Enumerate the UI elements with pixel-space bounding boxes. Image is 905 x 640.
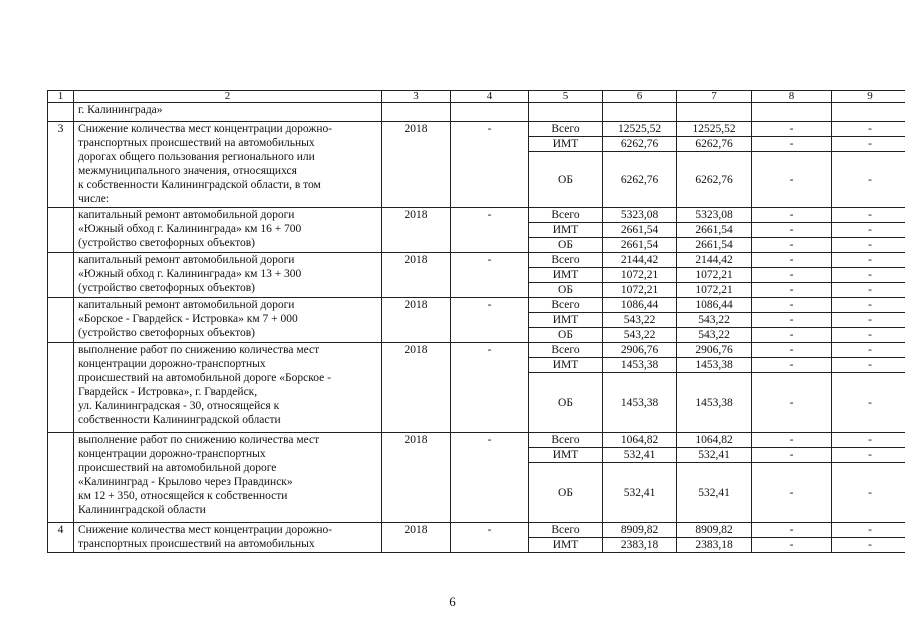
funding-source: ИМТ [529, 448, 603, 463]
table-row [48, 253, 905, 268]
funding-source: ИМТ [529, 313, 603, 328]
amount-col-9: - [832, 137, 905, 152]
amount-col-9: - [832, 283, 905, 298]
amount-col-9: - [832, 298, 905, 313]
amount-col-9: - [832, 538, 905, 553]
header-cell-6: 6 [603, 91, 677, 103]
amount-col-6: 12525,52 [603, 122, 677, 137]
amount-col-8: - [752, 448, 832, 463]
amount-col-7: 1064,82 [677, 433, 752, 448]
carry-empty-cell [603, 103, 677, 122]
funding-source: ИМТ [529, 137, 603, 152]
amount-col-7: 532,41 [677, 448, 752, 463]
amount-col-8: - [752, 283, 832, 298]
item-description: Снижение количества мест концентрации дорожно- транспортных происшествий на автомобильных дорогах общего пользования регионального или межмуниципального значения, относящихся к собственности Калининградской области, в том числе: [74, 122, 382, 208]
amount-col-6: 1064,82 [603, 433, 677, 448]
amount-col-7: 2144,42 [677, 253, 752, 268]
amount-col-7: 5323,08 [677, 208, 752, 223]
amount-col-8: - [752, 253, 832, 268]
carry-empty-cell [382, 103, 451, 122]
item-year: 2018 [382, 253, 451, 298]
amount-col-8: - [752, 122, 832, 137]
item-number [48, 253, 74, 298]
item-dash: - [451, 122, 529, 208]
amount-col-9: - [832, 373, 905, 433]
amount-col-9: - [832, 463, 905, 523]
item-description: Снижение количества мест концентрации дорожно- транспортных происшествий на автомобильных [74, 523, 382, 553]
item-description: капитальный ремонт автомобильной дороги «Южный обход г. Калининграда» км 16 + 700 (устройство светофорных объектов) [74, 208, 382, 253]
amount-col-7: 2661,54 [677, 238, 752, 253]
header-cell-4: 4 [451, 91, 529, 103]
amount-col-7: 2383,18 [677, 538, 752, 553]
amount-col-7: 8909,82 [677, 523, 752, 538]
amount-col-8: - [752, 137, 832, 152]
amount-col-9: - [832, 152, 905, 208]
item-dash: - [451, 298, 529, 343]
table-row [48, 208, 905, 223]
amount-col-9: - [832, 208, 905, 223]
item-dash: - [451, 523, 529, 553]
table-row [48, 298, 905, 313]
header-cell-8: 8 [752, 91, 832, 103]
item-number [48, 208, 74, 253]
amount-col-8: - [752, 328, 832, 343]
funding-source: ИМТ [529, 358, 603, 373]
header-cell-3: 3 [382, 91, 451, 103]
item-description: выполнение работ по снижению количества мест концентрации дорожно-транспортных происшествий на автомобильной дороге «Калининград - Крылово через Правдинск» км 12 + 350, относящейся к собственности Калининградской области [74, 433, 382, 523]
amount-col-9: - [832, 238, 905, 253]
item-number [48, 298, 74, 343]
amount-col-8: - [752, 358, 832, 373]
amount-col-9: - [832, 433, 905, 448]
amount-col-6: 6262,76 [603, 152, 677, 208]
header-cell-9: 9 [832, 91, 905, 103]
header-row [48, 91, 905, 103]
amount-col-7: 12525,52 [677, 122, 752, 137]
carry-empty-cell [832, 103, 905, 122]
item-number: 4 [48, 523, 74, 553]
amount-col-9: - [832, 313, 905, 328]
amount-col-7: 2661,54 [677, 223, 752, 238]
amount-col-6: 2383,18 [603, 538, 677, 553]
amount-col-8: - [752, 343, 832, 358]
funding-source: ОБ [529, 152, 603, 208]
item-dash: - [451, 343, 529, 433]
item-description: выполнение работ по снижению количества мест концентрации дорожно-транспортных происшествий на автомобильной дороге «Борское - Гвардейск - Истровка», г. Гвардейск, ул. Калининградская - 30, относящейся к собственности Калининградской области [74, 343, 382, 433]
amount-col-6: 2906,76 [603, 343, 677, 358]
funding-source: Всего [529, 208, 603, 223]
document-table [47, 90, 905, 553]
funding-source: Всего [529, 433, 603, 448]
carry-text: г. Калининграда» [74, 103, 382, 122]
amount-col-7: 1072,21 [677, 268, 752, 283]
carry-row [48, 103, 905, 122]
funding-source: ИМТ [529, 538, 603, 553]
item-year: 2018 [382, 122, 451, 208]
amount-col-6: 1072,21 [603, 268, 677, 283]
funding-source: Всего [529, 122, 603, 137]
amount-col-8: - [752, 313, 832, 328]
item-description: капитальный ремонт автомобильной дороги «Южный обход г. Калининграда» км 13 + 300 (устройство светофорных объектов) [74, 253, 382, 298]
amount-col-9: - [832, 523, 905, 538]
amount-col-7: 1086,44 [677, 298, 752, 313]
amount-col-7: 2906,76 [677, 343, 752, 358]
amount-col-6: 532,41 [603, 448, 677, 463]
amount-col-9: - [832, 343, 905, 358]
funding-source: ОБ [529, 283, 603, 298]
item-number: 3 [48, 122, 74, 208]
amount-col-9: - [832, 358, 905, 373]
funding-source: Всего [529, 253, 603, 268]
amount-col-8: - [752, 523, 832, 538]
amount-col-8: - [752, 463, 832, 523]
funding-source: ИМТ [529, 268, 603, 283]
amount-col-8: - [752, 208, 832, 223]
amount-col-8: - [752, 373, 832, 433]
amount-col-7: 1453,38 [677, 358, 752, 373]
carry-empty-cell [752, 103, 832, 122]
amount-col-6: 543,22 [603, 313, 677, 328]
item-year: 2018 [382, 208, 451, 253]
amount-col-7: 6262,76 [677, 152, 752, 208]
amount-col-9: - [832, 122, 905, 137]
amount-col-7: 532,41 [677, 463, 752, 523]
item-year: 2018 [382, 298, 451, 343]
item-year: 2018 [382, 343, 451, 433]
table-row [48, 523, 905, 538]
amount-col-6: 1072,21 [603, 283, 677, 298]
header-cell-1: 1 [48, 91, 74, 103]
amount-col-8: - [752, 268, 832, 283]
carry-empty-cell [529, 103, 603, 122]
item-year: 2018 [382, 523, 451, 553]
amount-col-9: - [832, 268, 905, 283]
amount-col-6: 2144,42 [603, 253, 677, 268]
funding-source: Всего [529, 523, 603, 538]
funding-source: ОБ [529, 328, 603, 343]
amount-col-8: - [752, 152, 832, 208]
amount-col-9: - [832, 448, 905, 463]
amount-col-8: - [752, 298, 832, 313]
amount-col-9: - [832, 328, 905, 343]
carry-num-cell [48, 103, 74, 122]
funding-source: ОБ [529, 463, 603, 523]
table-row [48, 433, 905, 448]
amount-col-7: 543,22 [677, 313, 752, 328]
item-number [48, 433, 74, 523]
amount-col-6: 1453,38 [603, 358, 677, 373]
funding-source: ИМТ [529, 223, 603, 238]
amount-col-6: 543,22 [603, 328, 677, 343]
funding-source: ОБ [529, 238, 603, 253]
amount-col-6: 1086,44 [603, 298, 677, 313]
carry-empty-cell [451, 103, 529, 122]
item-number [48, 343, 74, 433]
amount-col-6: 2661,54 [603, 223, 677, 238]
funding-source: ОБ [529, 373, 603, 433]
amount-col-9: - [832, 223, 905, 238]
funding-source: Всего [529, 343, 603, 358]
amount-col-6: 1453,38 [603, 373, 677, 433]
amount-col-8: - [752, 223, 832, 238]
amount-col-7: 1453,38 [677, 373, 752, 433]
item-year: 2018 [382, 433, 451, 523]
item-description: капитальный ремонт автомобильной дороги «Борское - Гвардейск - Истровка» км 7 + 000 (устройство светофорных объектов) [74, 298, 382, 343]
item-dash: - [451, 433, 529, 523]
amount-col-7: 6262,76 [677, 137, 752, 152]
amount-col-8: - [752, 538, 832, 553]
funding-source: Всего [529, 298, 603, 313]
amount-col-8: - [752, 238, 832, 253]
amount-col-7: 1072,21 [677, 283, 752, 298]
header-cell-5: 5 [529, 91, 603, 103]
item-dash: - [451, 208, 529, 253]
table-row [48, 343, 905, 358]
carry-empty-cell [677, 103, 752, 122]
header-cell-7: 7 [677, 91, 752, 103]
amount-col-6: 6262,76 [603, 137, 677, 152]
amount-col-6: 8909,82 [603, 523, 677, 538]
page-number: 6 [449, 594, 456, 609]
item-dash: - [451, 253, 529, 298]
header-cell-2: 2 [74, 91, 382, 103]
amount-col-6: 2661,54 [603, 238, 677, 253]
amount-col-8: - [752, 433, 832, 448]
amount-col-6: 532,41 [603, 463, 677, 523]
amount-col-9: - [832, 253, 905, 268]
amount-col-7: 543,22 [677, 328, 752, 343]
table-row [48, 122, 905, 137]
amount-col-6: 5323,08 [603, 208, 677, 223]
